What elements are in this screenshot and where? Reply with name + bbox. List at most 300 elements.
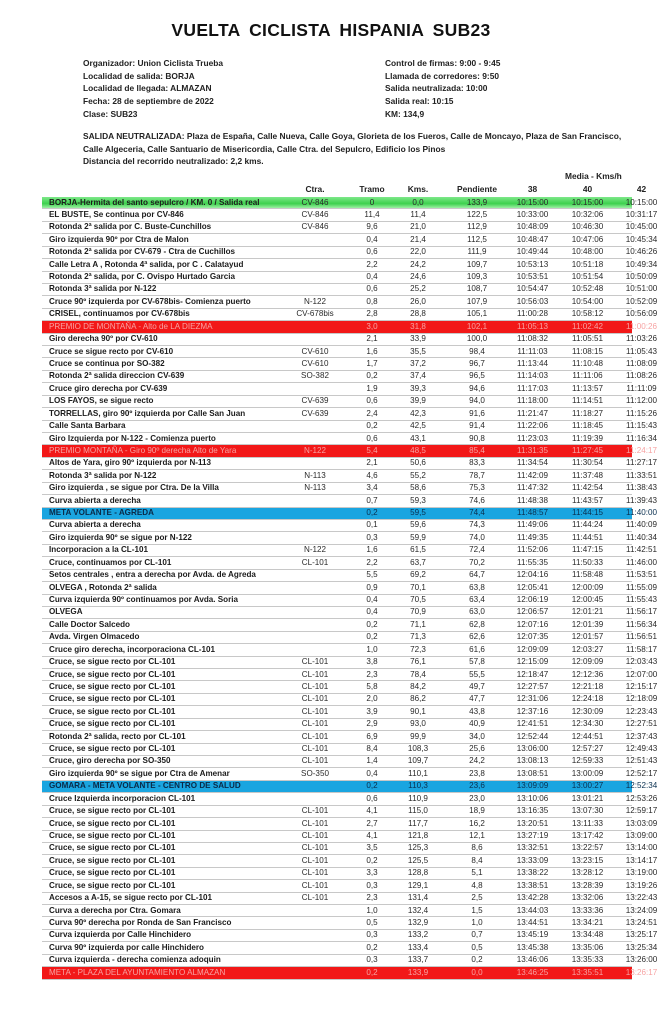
cell-time-38: 12:04:16 (516, 570, 549, 580)
table-row (42, 371, 657, 383)
cell-time-42: 10:31:17 (625, 209, 658, 219)
cell-time-38: 12:15:09 (516, 657, 549, 667)
table-row (42, 520, 657, 532)
cell-time-42: 10:15:00 (625, 197, 658, 207)
cell-time-42: 13:14:00 (625, 843, 658, 853)
cell-time-40: 12:01:57 (571, 632, 604, 642)
cell-time-40: 10:47:06 (571, 234, 604, 244)
cell-pendiente: 23,0 (469, 793, 485, 803)
cell-tramo: 3,5 (366, 843, 378, 853)
cell-kms: 39,3 (410, 383, 426, 393)
column-header-38: 38 (527, 184, 538, 194)
cell-pendiente: 75,3 (469, 483, 485, 493)
cell-kms: 24,6 (410, 272, 426, 282)
cell-time-40: 12:34:30 (571, 719, 604, 729)
cell-time-40: 13:01:21 (571, 793, 604, 803)
cell-time-42: 11:58:17 (626, 644, 657, 654)
row-description: TORRELLAS, giro 90º izquierda por Calle San Juan (49, 408, 246, 418)
cell-time-42: 12:27:51 (625, 719, 658, 729)
table-row (42, 756, 658, 768)
table-row-highlight-blue (42, 508, 657, 520)
cell-kms: 70,1 (410, 582, 426, 592)
cell-kms: 133,7 (407, 955, 429, 965)
cell-time-40: 11:47:15 (572, 545, 603, 555)
cell-tramo: 5,8 (366, 681, 378, 691)
row-description: Curva 90º izquierda por calle Hinchidero (49, 942, 204, 952)
row-description: Cruce, se sigue recto por CL-101 (49, 880, 176, 890)
cell-kms: 55,2 (410, 470, 426, 480)
row-description: Cruce, se sigue recto por CL-101 (49, 818, 176, 828)
cell-time-42: 11:40:09 (626, 520, 657, 530)
cell-time-42: 11:27:17 (626, 458, 657, 468)
column-header-ctra: Ctra. (305, 184, 325, 194)
cell-kms: 110,9 (408, 793, 428, 803)
cell-pendiente: 94,6 (469, 383, 485, 393)
cell-ctra: CV-678bis (296, 309, 334, 319)
cell-time-40: 13:28:39 (571, 880, 604, 890)
cell-time-42: 13:25:17 (625, 930, 658, 940)
table-row (42, 209, 658, 221)
row-description: LOS FAYOS, se sigue recto (49, 396, 154, 406)
cell-pendiente: 74,3 (469, 520, 485, 530)
cell-tramo: 2,2 (366, 557, 378, 567)
column-header-tramo: Tramo (359, 184, 385, 194)
cell-pendiente: 105,1 (466, 309, 488, 319)
cell-tramo: 0,2 (366, 781, 378, 791)
table-row (42, 495, 657, 507)
cell-tramo: 0,3 (366, 532, 378, 542)
cell-tramo: 8,4 (366, 744, 378, 754)
cell-pendiente: 5,1 (471, 868, 483, 878)
cell-tramo: 0,2 (366, 942, 378, 952)
cell-kms: 78,4 (410, 669, 426, 679)
cell-time-40: 12:59:33 (571, 756, 604, 766)
cell-kms: 86,2 (410, 694, 426, 704)
rider-call-line: Llamada de corredores: 9:50 (385, 70, 500, 81)
cell-time-42: 13:14:17 (625, 855, 658, 865)
cell-kms: 25,2 (410, 284, 426, 294)
cell-time-42: 12:59:17 (625, 806, 658, 816)
cell-time-40: 12:24:18 (571, 694, 604, 704)
cell-tramo: 2,4 (366, 408, 378, 418)
cell-ctra: CL-101 (301, 818, 329, 828)
cell-tramo: 0,2 (366, 421, 378, 431)
cell-kms: 128,8 (407, 868, 429, 878)
cell-tramo: 5,4 (366, 445, 378, 455)
cell-tramo: 5,5 (366, 570, 378, 580)
table-row (42, 868, 658, 880)
table-row (42, 917, 658, 929)
table-row (42, 955, 658, 967)
cell-kms: 21,0 (410, 222, 426, 232)
cell-kms: 125,5 (407, 855, 429, 865)
cell-pendiente: 133,9 (466, 197, 488, 207)
cell-time-40: 10:54:00 (571, 296, 604, 306)
cell-time-38: 11:48:57 (517, 508, 548, 518)
row-description: OLVEGA , Rotonda 2ª salida (49, 582, 157, 592)
cell-ctra: CL-101 (301, 719, 329, 729)
cell-tramo: 3,9 (366, 706, 378, 716)
cell-time-38: 10:56:03 (516, 296, 549, 306)
cell-kms: 131,4 (407, 893, 429, 903)
table-row-highlight-green (42, 197, 658, 209)
page-title: VUELTA CICLISTA HISPANIA SUB23 (171, 20, 491, 40)
table-row (42, 483, 657, 495)
cell-kms: 110,3 (408, 781, 428, 791)
cell-tramo: 2,8 (366, 309, 378, 319)
cell-time-38: 11:31:35 (517, 445, 548, 455)
cell-kms: 24,2 (410, 259, 426, 269)
cell-kms: 48,5 (410, 445, 426, 455)
cell-time-42: 13:24:51 (625, 917, 658, 927)
cell-time-38: 11:49:35 (517, 532, 548, 542)
cell-ctra: CL-101 (301, 855, 329, 865)
table-row (42, 358, 657, 370)
cell-ctra: N-113 (304, 470, 326, 480)
cell-time-38: 13:08:13 (516, 756, 549, 766)
cell-ctra: CL-101 (301, 706, 329, 716)
row-description: Giro derecha 90º por CV-610 (49, 334, 158, 344)
cell-time-40: 13:33:36 (571, 905, 604, 915)
cell-kms: 26,0 (410, 296, 426, 306)
cell-ctra: CL-101 (301, 831, 329, 841)
row-description: Curva izquierda por Calle Hinchidero (49, 930, 192, 940)
cell-time-42: 13:09:00 (625, 831, 658, 841)
cell-time-42: 13:22:43 (625, 893, 658, 903)
table-column-headers (0, 184, 662, 196)
row-description: Cruce se sigue recto por CV-610 (49, 346, 174, 356)
column-header-42: 42 (636, 184, 647, 194)
cell-time-38: 12:07:16 (516, 619, 549, 629)
cell-tramo: 2,0 (366, 694, 378, 704)
cell-ctra: CL-101 (301, 756, 329, 766)
cell-tramo: 2,2 (366, 259, 378, 269)
cell-tramo: 3,8 (366, 657, 378, 667)
cell-time-38: 13:44:03 (516, 905, 549, 915)
row-description: PREMIO DE MONTAÑA - Alto de LA DIEZMA (49, 321, 213, 331)
row-description: META VOLANTE - AGREDA (49, 508, 154, 518)
row-description: Incorporacion a la CL-101 (49, 545, 148, 555)
cell-ctra: CL-101 (301, 657, 329, 667)
cell-time-40: 12:00:09 (571, 582, 604, 592)
row-description: Cruce, se sigue recto por CL-101 (49, 694, 176, 704)
table-row (42, 309, 658, 321)
cell-pendiente: 49,7 (469, 681, 485, 691)
cell-time-38: 10:15:00 (516, 197, 549, 207)
row-description: Curva abierta a derecha (49, 520, 141, 530)
cell-kms: 22,0 (410, 247, 426, 257)
cell-time-38: 11:13:44 (517, 358, 548, 368)
row-description: PREMIO MONTAÑA - Giro 90º derecha Alto de Yara (49, 445, 237, 455)
row-description: Cruce, se sigue recto por CL-101 (49, 719, 176, 729)
cell-kms: 35,5 (410, 346, 426, 356)
finish-location-line: Localidad de llegada: ALMAZAN (83, 83, 212, 94)
cell-kms: 133,4 (407, 942, 429, 952)
cell-tramo: 0,2 (366, 371, 378, 381)
table-row (42, 893, 658, 905)
cell-kms: 125,3 (407, 843, 429, 853)
cell-time-40: 10:32:06 (571, 209, 604, 219)
cell-time-38: 13:45:38 (516, 942, 549, 952)
row-description: Altos de Yara, giro 90º izquierda por N-113 (49, 458, 212, 468)
row-description: Giro izquierda 90º por Ctra de Malon (49, 234, 189, 244)
cell-ctra: N-122 (303, 545, 327, 555)
cell-pendiente: 0,2 (471, 955, 483, 965)
cell-tramo: 4,6 (366, 470, 378, 480)
cell-pendiente: 47,7 (469, 694, 485, 704)
cell-time-42: 11:40:00 (626, 508, 657, 518)
table-row (42, 694, 658, 706)
cell-ctra: CL-101 (301, 880, 329, 890)
table-row (42, 532, 657, 544)
cell-time-40: 12:30:09 (571, 706, 604, 716)
cell-time-38: 10:48:09 (516, 222, 549, 232)
cell-time-38: 11:52:06 (517, 545, 548, 555)
cell-time-42: 10:45:00 (625, 222, 658, 232)
cell-time-38: 13:10:06 (516, 793, 549, 803)
cell-time-42: 11:00:26 (626, 321, 657, 331)
cell-time-40: 13:28:12 (571, 868, 604, 878)
cell-time-38: 12:06:19 (516, 595, 549, 604)
cell-kms: 71,1 (410, 619, 426, 629)
cell-time-38: 12:05:41 (516, 582, 549, 592)
cell-ctra: N-122 (303, 296, 327, 306)
cell-time-40: 11:43:57 (572, 495, 603, 505)
cell-time-40: 13:11:33 (572, 818, 603, 828)
row-description: Cruce, se sigue recto por CL-101 (49, 706, 176, 716)
cell-pendiente: 57,8 (469, 657, 485, 667)
cell-pendiente: 112,9 (467, 222, 487, 232)
cell-pendiente: 55,5 (469, 669, 485, 679)
cell-time-40: 13:00:09 (571, 768, 604, 778)
cell-time-38: 11:08:32 (517, 334, 548, 344)
cell-tramo: 1,4 (366, 756, 378, 766)
row-description: Accesos a A-15, se sigue recto por CL-101 (49, 893, 212, 903)
cell-kms: 58,6 (410, 483, 426, 493)
row-description: Giro izquierda 90º se sigue por N-122 (49, 532, 192, 542)
cell-time-40: 11:58:48 (572, 570, 603, 580)
cell-time-38: 13:46:06 (516, 955, 549, 965)
cell-pendiente: 63,4 (469, 595, 485, 604)
cell-time-42: 10:50:09 (625, 272, 658, 282)
cell-kms: 129,1 (407, 880, 429, 890)
cell-time-38: 10:53:51 (516, 272, 549, 282)
cell-time-38: 13:20:51 (516, 818, 549, 828)
cell-kms: 71,3 (410, 632, 426, 642)
row-description: Cruce, se sigue recto por CL-101 (49, 831, 176, 841)
cell-pendiente: 23,6 (469, 781, 485, 791)
cell-kms: 63,7 (410, 557, 426, 567)
cell-time-38: 11:18:00 (517, 396, 548, 406)
table-row (42, 222, 658, 234)
cell-time-40: 11:18:45 (572, 421, 603, 431)
cell-time-40: 10:51:18 (571, 259, 604, 269)
cell-time-38: 13:38:51 (516, 880, 549, 890)
row-description: Cruce Izquierda incorporacion CL-101 (49, 793, 196, 803)
column-header-kms: Kms. (407, 184, 429, 194)
cell-time-42: 11:55:43 (626, 595, 657, 604)
cell-tramo: 1,6 (366, 545, 378, 555)
cell-tramo: 1,7 (366, 358, 378, 368)
row-description: Calle Letra A , Rotonda 4ª salida, por C . Calatayud (49, 259, 244, 269)
cell-kms: 84,2 (410, 681, 426, 691)
row-description: Cruce, se sigue recto por CL-101 (49, 744, 176, 754)
cell-time-40: 13:32:06 (571, 893, 604, 903)
cell-time-38: 11:05:13 (517, 321, 548, 331)
cell-kms: 59,9 (410, 532, 426, 542)
cell-time-38: 10:49:44 (516, 247, 549, 257)
cell-kms: 11,4 (410, 209, 426, 219)
cell-pendiente: 111,9 (467, 247, 487, 257)
cell-time-40: 13:00:27 (571, 781, 604, 791)
cell-time-42: 13:26:00 (625, 955, 658, 965)
cell-tramo: 3,0 (366, 321, 378, 331)
cell-time-40: 11:11:06 (572, 371, 603, 381)
cell-pendiente: 40,9 (469, 719, 485, 729)
cell-kms: 117,7 (408, 818, 428, 828)
row-description: Rotonda 2ª salida, por C. Ovispo Hurtado Garcia (49, 272, 236, 282)
cell-pendiente: 1,5 (471, 905, 483, 915)
table-row (42, 458, 657, 470)
row-description: Cruce, giro derecha por SO-350 (49, 756, 171, 766)
cell-time-40: 11:50:33 (572, 557, 603, 567)
cell-pendiente: 1,0 (471, 917, 483, 927)
table-row (42, 582, 657, 594)
cell-time-38: 13:42:28 (516, 893, 549, 903)
row-description: EL BUSTE, Se continua por CV-846 (49, 209, 184, 219)
table-row (42, 731, 658, 743)
cell-tramo: 0,4 (366, 768, 378, 778)
cell-time-38: 13:27:19 (516, 831, 549, 841)
cell-pendiente: 25,6 (469, 744, 485, 754)
cell-pendiente: 70,2 (469, 557, 485, 567)
cell-kms: 0,0 (412, 197, 424, 207)
cell-time-42: 12:23:43 (625, 706, 658, 716)
cell-time-42: 11:24:17 (626, 445, 657, 455)
table-row (42, 346, 657, 358)
cell-time-40: 11:08:15 (572, 346, 603, 356)
cell-tramo: 0 (369, 197, 375, 207)
cell-time-38: 12:27:57 (516, 681, 549, 691)
neutral-route-section (83, 130, 643, 168)
cell-tramo: 0,5 (366, 917, 378, 927)
cell-pendiente: 98,4 (469, 346, 485, 356)
cell-ctra: CL-101 (301, 731, 329, 741)
row-description: CRISEL, continuamos por CV-678bis (49, 309, 190, 319)
table-row (42, 644, 657, 656)
table-row (42, 619, 657, 631)
cell-tramo: 0,4 (366, 595, 378, 604)
cell-tramo: 1,0 (366, 905, 378, 915)
table-row-highlight-red (42, 445, 657, 457)
table-row (42, 818, 658, 830)
cell-ctra: CV-846 (301, 197, 329, 207)
cell-tramo: 0,7 (366, 495, 378, 505)
cell-pendiente: 96,5 (469, 371, 485, 381)
cell-pendiente: 72,4 (469, 545, 485, 555)
cell-time-38: 12:09:09 (516, 644, 549, 654)
cell-time-40: 11:44:15 (572, 508, 603, 518)
cell-pendiente: 62,8 (469, 619, 485, 629)
row-description: Curva izquierda 90º continuamos por Avda. Soria (49, 595, 239, 604)
cell-time-40: 11:13:57 (572, 383, 603, 393)
cell-tramo: 1,9 (366, 383, 378, 393)
table-row (42, 396, 657, 408)
cell-tramo: 0,6 (366, 433, 378, 443)
cell-pendiente: 18,9 (469, 806, 485, 816)
cell-time-38: 13:33:09 (516, 855, 549, 865)
row-description: Cruce giro derecha por CV-639 (49, 383, 168, 393)
cell-kms: 70,5 (410, 595, 426, 604)
cell-time-40: 11:44:51 (572, 532, 603, 542)
cell-pendiente: 4,8 (471, 880, 483, 890)
cell-time-40: 12:09:09 (571, 657, 604, 667)
cell-kms: 59,6 (410, 520, 426, 530)
cell-time-38: 13:38:22 (516, 868, 549, 878)
cell-time-40: 13:35:06 (571, 942, 604, 952)
row-description: Curva a derecha por Ctra. Gomara (49, 905, 181, 915)
row-description: Cruce se continua por SO-382 (49, 358, 165, 368)
row-description: Cruce, se sigue recto por CL-101 (49, 868, 176, 878)
cell-time-42: 11:55:09 (626, 582, 657, 592)
cell-pendiente: 2,5 (471, 893, 483, 903)
cell-tramo: 0,6 (366, 284, 378, 294)
cell-pendiente: 122,5 (466, 209, 488, 219)
table-row (42, 942, 658, 954)
cell-tramo: 0,2 (366, 632, 378, 642)
table-row (42, 632, 657, 644)
cell-tramo: 0,3 (366, 930, 378, 940)
table-row (42, 421, 657, 433)
cell-time-42: 11:56:17 (626, 607, 657, 617)
cell-ctra: CL-101 (301, 557, 329, 567)
row-description: Rotonda 2ª salida, recto por CL-101 (49, 731, 186, 741)
cell-tramo: 0,1 (366, 520, 378, 530)
cell-kms: 90,1 (410, 706, 426, 716)
cell-tramo: 2,9 (366, 719, 378, 729)
row-description: Cruce, se sigue recto por CL-101 (49, 681, 176, 691)
cell-time-40: 11:10:48 (572, 358, 603, 368)
cell-ctra: CV-610 (301, 346, 329, 356)
cell-ctra: CL-101 (301, 843, 329, 853)
cell-tramo: 6,9 (366, 731, 378, 741)
cell-tramo: 0,4 (366, 607, 378, 617)
cell-time-42: 11:08:26 (626, 371, 657, 381)
cell-time-42: 12:03:43 (625, 657, 658, 667)
table-row (42, 607, 657, 619)
cell-kms: 33,9 (410, 334, 426, 344)
cell-time-40: 12:00:45 (571, 595, 604, 604)
cell-time-38: 11:55:35 (517, 557, 548, 567)
cell-tramo: 0,2 (366, 619, 378, 629)
cell-tramo: 2,3 (366, 893, 378, 903)
cell-pendiente: 83,3 (469, 458, 485, 468)
cell-time-38: 13:46:25 (516, 967, 549, 977)
cell-pendiente: 64,7 (469, 570, 485, 580)
row-description: Cruce, se sigue recto por CL-101 (49, 657, 176, 667)
row-description: Curva 90º derecha por Ronda de San Francisco (49, 917, 232, 927)
cell-ctra: N-113 (304, 483, 326, 493)
cell-kms: 108,3 (407, 744, 429, 754)
table-row (42, 408, 657, 420)
cell-tramo: 9,6 (366, 222, 378, 232)
cell-kms: 133,9 (407, 967, 429, 977)
row-description: Cruce, se sigue recto por CL-101 (49, 669, 176, 679)
cell-tramo: 0,6 (366, 396, 378, 406)
cell-time-38: 11:21:47 (517, 408, 548, 418)
cell-time-40: 10:51:54 (571, 272, 604, 282)
cell-pendiente: 63,0 (469, 607, 485, 617)
